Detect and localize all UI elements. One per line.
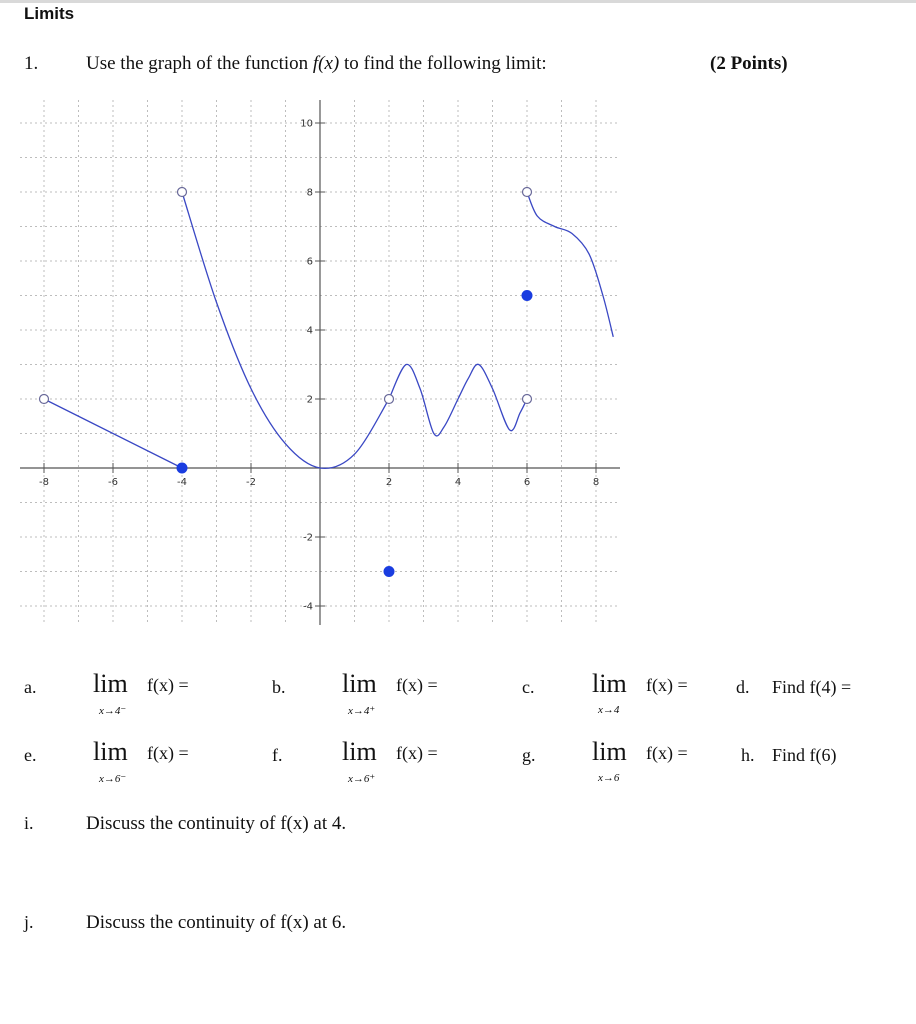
x-tick-label: 4 [454,477,462,488]
part-i-letter: i. [24,813,34,833]
question-text [86,53,547,75]
open-point [523,188,532,197]
part-b-lim-word: lim [342,669,377,698]
x-tick-label: -6 [108,477,118,488]
y-tick-label: 4 [306,325,313,337]
open-point [40,395,49,404]
part-c-sub: x→4 [598,704,620,716]
part-e-letter: e. [24,745,37,765]
part-f-letter: f. [272,745,283,765]
closed-point [177,463,187,473]
x-tick-label: 2 [385,477,393,488]
y-tick-label: 2 [306,394,313,406]
open-point [385,395,394,404]
x-tick-label: 8 [592,477,600,488]
x-tick-label: -8 [39,477,49,488]
x-tick-label: -2 [246,477,256,488]
x-tick-label: -4 [177,477,187,488]
part-b-limit [342,669,482,721]
part-g-lim-word: lim [592,737,627,766]
question-text-before: Use the graph of the function [86,53,313,74]
part-a-lim-word: lim [93,669,128,698]
part-a-expr: f(x) = [147,675,189,695]
part-g-limit [592,737,732,789]
part-f-sub: x→6⁺ [348,773,376,785]
part-a-letter: a. [24,677,37,697]
part-g-sub: x→6 [598,772,620,784]
part-g-expr: f(x) = [646,743,688,763]
y-tick-label: 6 [306,256,313,268]
curve-right-curve [527,192,613,337]
part-h-text: Find f(6) [772,745,837,765]
y-tick-label: -4 [303,601,313,613]
y-tick-label: -2 [303,532,313,544]
part-f-limit [342,737,482,789]
question-number: 1. [24,53,39,74]
part-j-letter: j. [24,912,34,932]
part-h-letter: h. [741,745,755,765]
part-b-letter: b. [272,677,286,697]
x-tick-label: 6 [523,477,531,488]
page-title: Limits [24,4,75,23]
question-points: (2 Points) [710,53,788,74]
closed-point [522,291,532,301]
top-rule [0,0,916,3]
question-text-after: to find the following limit: [339,53,547,74]
y-tick-label: 10 [300,118,313,130]
y-tick-label: 8 [306,187,313,199]
part-c-lim-word: lim [592,669,627,698]
part-e-sub: x→6⁻ [99,773,127,785]
part-c-letter: c. [522,677,535,697]
part-e-limit [93,737,233,789]
part-e-expr: f(x) = [147,743,189,763]
part-d-letter: d. [736,677,750,697]
part-e-lim-word: lim [93,737,128,766]
question-func: f(x) [312,53,340,74]
function-graph [20,100,620,625]
open-point [523,395,532,404]
part-b-sub: x→4⁺ [348,705,376,717]
part-b-expr: f(x) = [396,675,438,695]
part-j-text: Discuss the continuity of f(x) at 6. [86,912,347,933]
part-a-limit [93,669,233,721]
open-point [178,188,187,197]
closed-point [384,567,394,577]
part-i-text: Discuss the continuity of f(x) at 4. [86,813,347,834]
part-d-text: Find f(4) = [772,677,852,697]
part-g-letter: g. [522,745,536,765]
part-f-expr: f(x) = [396,743,438,763]
part-c-expr: f(x) = [646,675,688,695]
part-a-sub: x→4⁻ [99,705,127,717]
part-c-limit [592,669,732,721]
part-f-lim-word: lim [342,737,377,766]
